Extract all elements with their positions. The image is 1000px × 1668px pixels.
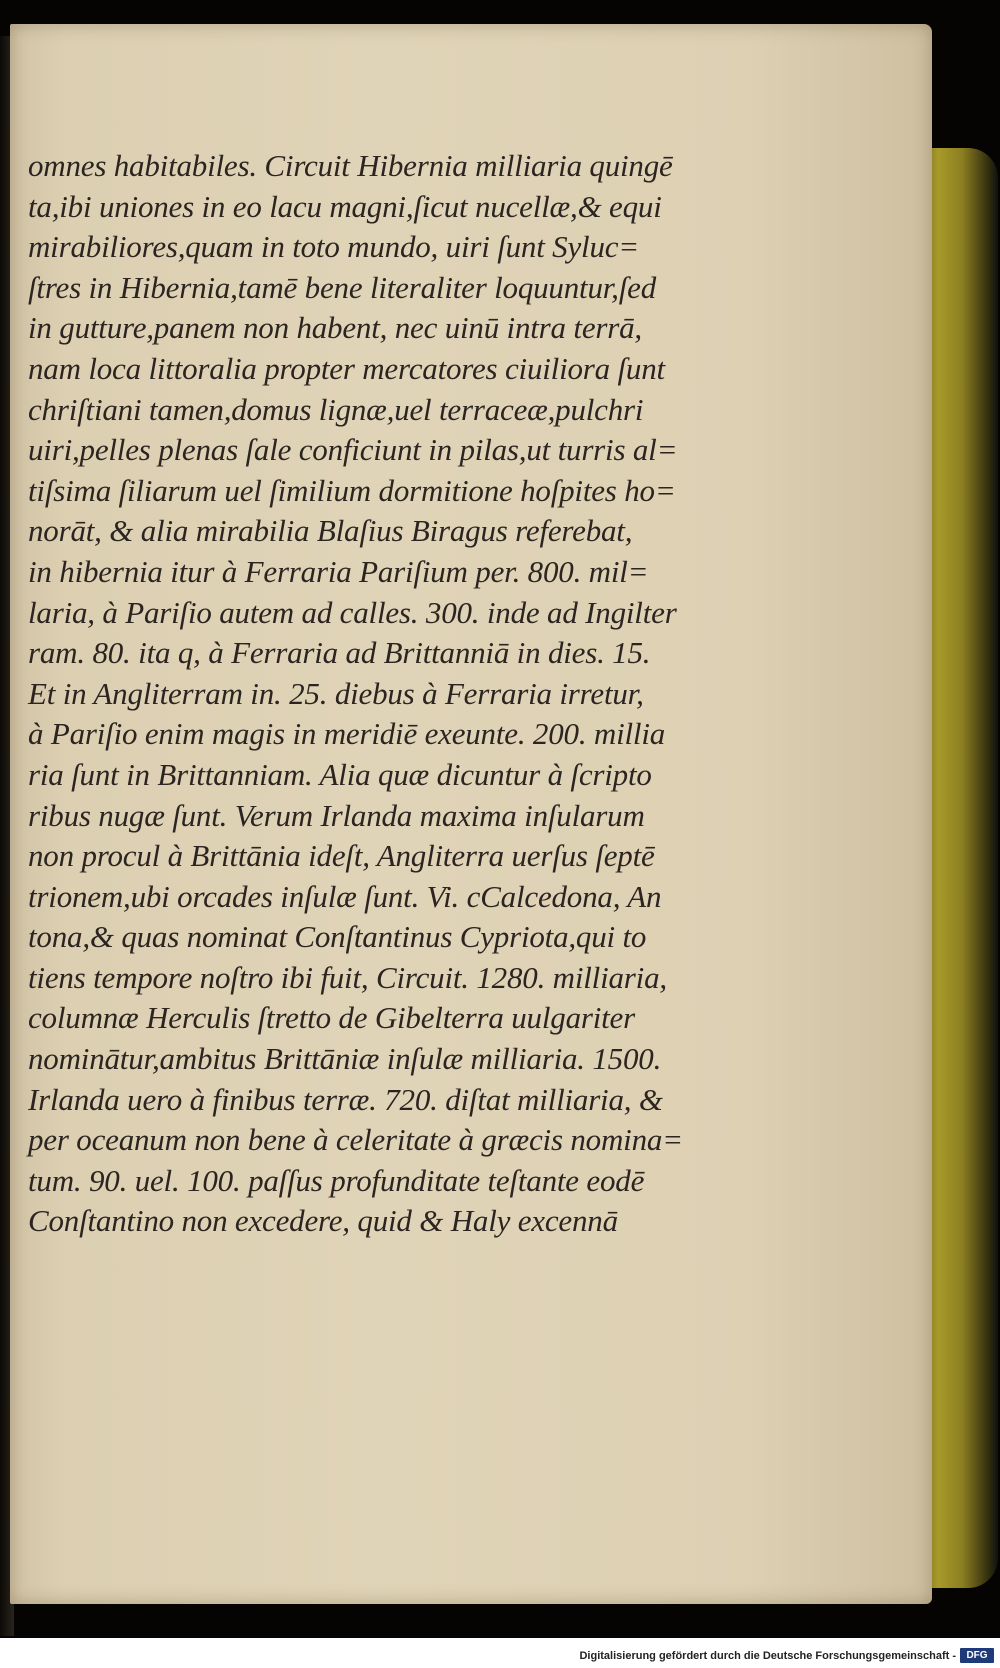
text-line: nam loca littoralia propter mercatores ciuiliora ſunt [28,350,665,386]
book-page [10,24,932,1604]
funding-notice: Digitalisierung gefördert durch die Deutsche Forschungsgemeinschaft - [579,1650,956,1662]
text-line: à Pariſio enim magis in meridiē exeunte. 200. millia [28,716,666,752]
text-line: tum. 90. uel. 100. paſſus profunditate teſtante eodē [28,1162,645,1198]
text-line: ta,ibi uniones in eo lacu magni,ſicut nucellæ,& equi [28,188,662,224]
text-line: tiens tempore noſtro ibi fuit, Circuit. 1280. milliaria, [28,959,667,995]
text-line: uiri,pelles plenas ſale conficiunt in pilas,ut turris al= [28,432,678,468]
text-line: columnæ Herculis ſtretto de Gibelterra uulgariter [28,1000,635,1036]
dfg-logo: DFG [960,1648,994,1663]
text-line: tiſsima ſiliarum uel ſimilium dormitione hoſpites ho= [28,472,676,508]
text-line: mirabiliores,quam in toto mundo, uiri ſunt Syluc= [28,229,640,265]
text-line: per oceanum non bene à celeritate à græcis nomina= [28,1122,683,1158]
text-line: Conſtantino non excedere, quid & Haly excennā [28,1203,618,1239]
footer-bar [0,1638,1000,1668]
text-line: in hibernia itur à Ferraria Pariſium per. 800. mil= [28,553,649,589]
text-line: tona,& quas nominat Conſtantinus Cypriota,qui to [28,919,647,955]
text-block [28,146,718,1242]
text-line: trionem,ubi orcades inſulæ ſunt. Vi. cCalcedona, An [28,878,662,914]
text-line: Irlanda uero à finibus terræ. 720. diſtat milliaria, & [28,1081,663,1117]
text-line: ria ſunt in Brittanniam. Alia quæ dicuntur à ſcripto [28,756,652,792]
text-line: Et in Angliterram in. 25. diebus à Ferraria irretur, [28,675,644,711]
text-line: in gutture,panem non habent, nec uinū intra terrā, [28,310,642,346]
text-line: ribus nugæ ſunt. Verum Irlanda maxima inſularum [28,797,645,833]
text-line: ſtres in Hibernia,tamē bene literaliter loquuntur,ſed [28,269,656,305]
text-line: ram. 80. ita q, à Ferraria ad Brittanniā in dies. 15. [28,635,651,671]
text-line: omnes habitabiles. Circuit Hibernia milliaria quingē [28,148,673,183]
text-line: nominātur,ambitus Brittāniæ inſulæ milliaria. 1500. [28,1041,662,1077]
text-line: chriſtiani tamen,domus lignæ,uel terraceæ,pulchri [28,391,644,427]
text-line: non procul à Brittānia ideſt, Angliterra uerſus ſeptē [28,838,655,874]
text-line: norāt, & alia mirabilia Blaſius Biragus referebat, [28,513,633,549]
text-line: laria, à Pariſio autem ad calles. 300. inde ad Ingilter [28,594,677,630]
